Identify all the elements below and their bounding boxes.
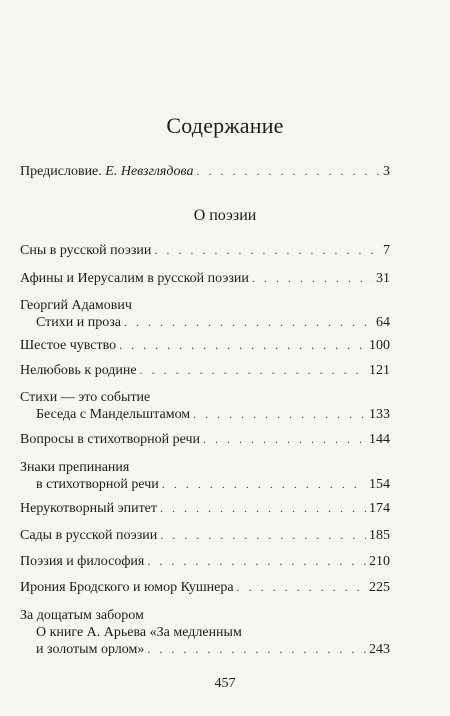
toc-entry[interactable]: [20, 270, 390, 287]
toc-entry-page: 210: [369, 554, 390, 569]
leader-dots: [252, 270, 373, 287]
leader-dots: [193, 406, 366, 423]
toc-entry[interactable]: [20, 607, 390, 658]
leader-dots: [237, 579, 366, 596]
toc-entry-subtitle: и золотым орлом»: [36, 642, 145, 657]
toc-entry[interactable]: [20, 500, 390, 517]
toc-entry-title: Георгий Адамович: [20, 298, 132, 313]
toc-entry-title: Афины и Иерусалим в русской поэзии: [20, 271, 249, 286]
leader-dots: [196, 163, 380, 180]
toc-entry-page: 31: [376, 271, 390, 286]
toc-entry-title: Стихи — это событие: [20, 390, 151, 405]
leader-dots: [147, 553, 366, 570]
leader-dots: [203, 431, 366, 448]
toc-entry-subtitle: О книге А. Арьева «За медленным: [36, 625, 242, 640]
toc-entry-title: Предисловие.: [20, 164, 102, 179]
toc-entry-page: 133: [369, 407, 390, 422]
toc-entry-author: Е. Невзглядова: [105, 164, 194, 179]
toc-entry[interactable]: [20, 459, 390, 493]
toc-entry-title: Нелюбовь к родине: [20, 363, 137, 378]
toc-entry-page: 243: [369, 642, 390, 657]
toc-entry[interactable]: [20, 297, 390, 331]
toc-entry[interactable]: [20, 362, 390, 379]
toc-entry-subtitle: Беседа с Мандельштамом: [36, 407, 191, 422]
toc-entry-page: 3: [383, 164, 390, 179]
leader-dots: [147, 641, 366, 658]
section-heading: О поэзии: [193, 207, 257, 224]
toc-entry[interactable]: [20, 527, 390, 544]
toc-entry[interactable]: [20, 389, 390, 423]
toc-entry-page: 7: [383, 243, 390, 258]
toc-entry-subtitle: Стихи и проза: [36, 315, 121, 330]
toc-entry-preface[interactable]: [20, 163, 390, 180]
leader-dots: [160, 500, 366, 517]
toc-entry-title: Нерукотворный эпитет: [20, 501, 158, 516]
toc-entry[interactable]: [20, 553, 390, 570]
toc-entry-page: 64: [376, 315, 390, 330]
toc-entry-title: Ирония Бродского и юмор Кушнера: [20, 580, 234, 595]
toc-entry-page: 174: [369, 501, 390, 516]
page-title: Содержание: [166, 113, 284, 138]
toc-entry-page: 100: [369, 338, 390, 353]
toc-entry[interactable]: [20, 579, 390, 596]
toc-entry-title: За дощатым забором: [20, 608, 144, 623]
toc-entry[interactable]: [20, 337, 390, 354]
leader-dots: [162, 476, 366, 493]
leader-dots: [154, 242, 380, 259]
toc-entry-title: Поэзия и философия: [20, 554, 145, 569]
toc-entry-page: 154: [369, 477, 390, 492]
toc-entry-page: 185: [369, 528, 390, 543]
toc-entry[interactable]: [20, 431, 390, 448]
toc-entry-title: Сады в русской поэзии: [20, 528, 158, 543]
page-number: 457: [214, 676, 236, 691]
toc-entry-title: Знаки препинания: [20, 460, 130, 475]
toc-entry-page: 121: [369, 363, 390, 378]
toc-entry-title: Шестое чувство: [20, 338, 117, 353]
toc-entry-subtitle: в стихотворной речи: [36, 477, 159, 492]
leader-dots: [119, 337, 366, 354]
leader-dots: [160, 527, 366, 544]
toc-entry-page: 225: [369, 580, 390, 595]
toc-entry[interactable]: [20, 242, 390, 259]
leader-dots: [140, 362, 366, 379]
toc-entry-page: 144: [369, 432, 390, 447]
leader-dots: [124, 314, 373, 331]
toc-entry-title: Вопросы в стихотворной речи: [20, 432, 201, 447]
toc-entry-title: Сны в русской поэзии: [20, 243, 152, 258]
